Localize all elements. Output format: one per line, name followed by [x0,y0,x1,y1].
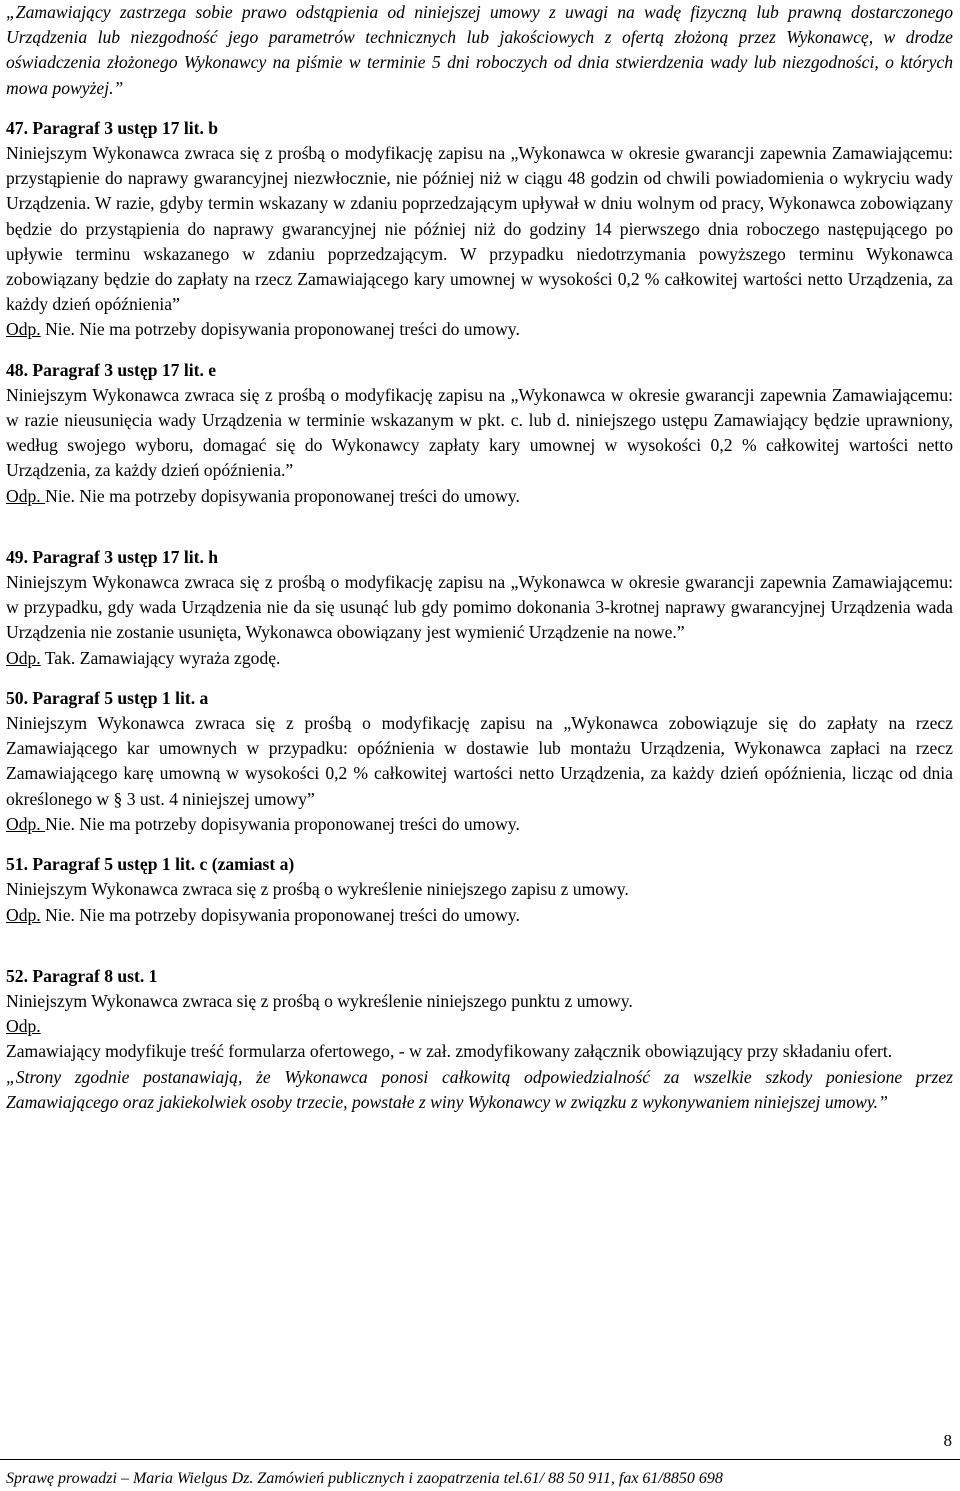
intro-paragraph: „Zamawiający zastrzega sobie prawo odstąpienia od niniejszej umowy z uwagi na wadę fizyczną lub prawną dostarczonego Urządzenia lub niezgodność jego parametrów technicznych lub jakościowych z ofertą złożoną przez Wykonawcę, w drodze oświadczenia złożonego Wykonawcy na piśmie w terminie 5 dni roboczych od dnia stwierdzenia wady lub niezgodności, o których mowa powyżej.” [6,2,953,98]
section-49 [6,545,953,671]
answer-label: Odp. [6,319,41,340]
page-footer: Sprawę prowadzi – Maria Wielgus Dz. Zamówień publicznych i zaopatrzenia tel.61/ 88 50 911, fax 61/8850 698 [6,1470,723,1487]
section-heading: 47. Paragraf 3 ustęp 17 lit. b [6,117,219,138]
section-heading: 51. Paragraf 5 ustęp 1 lit. c (zamiast a) [6,854,295,875]
answer-text: Nie. Nie ma potrzeby dopisywania proponowanej treści do umowy. [45,813,520,834]
answer-line [6,317,953,342]
section-heading: 52. Paragraf 8 ust. 1 [6,965,158,986]
section-body: Niniejszym Wykonawca zwraca się z prośbą o wykreślenie niniejszego punktu z umowy. [6,990,633,1011]
document-content [6,0,953,1115]
answer-line [6,1014,953,1039]
section-heading: 49. Paragraf 3 ustęp 17 lit. h [6,546,219,567]
section-heading: 50. Paragraf 5 ustęp 1 lit. a [6,687,209,708]
answer-text: Nie. Nie ma potrzeby dopisywania proponowanej treści do umowy. [40,904,520,925]
answer-label: Odp. [6,813,46,834]
section-body: Niniejszym Wykonawca zwraca się z prośbą o modyfikację zapisu na „Wykonawca w okresie gwarancji zapewnia Zamawiającemu: w przypadku, gdy wada Urządzenia nie da się usunąć lub gdy pomimo dokonania 3-krotnej naprawy gwarancyjnej Urządzenia wada Urządzenia nie zostanie usunięta, Wykonawca obowiązany jest wymienić Urządzenie na nowe.” [6,572,953,643]
answer-text: Zamawiający modyfikuje treść formularza ofertowego, - w zał. zmodyfikowany załącznik obowiązujący przy składaniu ofert. [6,1041,893,1062]
answer-text: Tak. Zamawiający wyraża zgodę. [40,647,281,668]
section-body: Niniejszym Wykonawca zwraca się z prośbą o modyfikację zapisu na „Wykonawca zobowiązuje się do zapłaty na rzecz Zamawiającego kar umownych w przypadku: opóźnienia w dostawie lub montażu Urządzenia, Wykonawca zapłaci na rzecz Zamawiającego karę umowną w wysokości 0,2 % całkowitej wartości netto Urządzenia, za każdy dzień opóźnienia, licząc od dnia określonego w § 3 ust. 4 niniejszej umowy” [6,713,953,809]
section-body: Niniejszym Wykonawca zwraca się z prośbą o wykreślenie niniejszego zapisu z umowy. [6,879,629,900]
answer-line [6,484,953,509]
footer-divider [0,1459,960,1460]
section-51 [6,852,953,928]
answer-label: Odp. [6,904,41,925]
section-52 [6,964,953,1115]
section-body: Niniejszym Wykonawca zwraca się z prośbą o modyfikację zapisu na „Wykonawca w okresie gwarancji zapewnia Zamawiającemu: przystąpienie do naprawy gwarancyjnej niezwłocznie, nie później niż w ciągu 48 godzin od chwili powiadomienia o wykryciu wady Urządzenia. W razie, gdyby termin wskazany w zdaniu poprzedzającym upływał w dniu wolnym od pracy, Wykonawca zobowiązany będzie do przystąpienia do naprawy gwarancyjnej nie później niż do godziny 14 pierwszego dnia roboczego następującego po upływie terminu wskazanego w zdaniu poprzedzającym. W przypadku niedotrzymania powyższego terminu Wykonawca zobowiązany będzie do zapłaty na rzecz Zamawiającego kary umownej w wysokości 0,2 % całkowitej wartości netto Urządzenia, za każdy dzień opóźnienia” [6,143,953,315]
answer-label: Odp. [6,647,41,668]
answer-line [6,903,953,928]
section-47 [6,116,953,343]
section-50 [6,686,953,837]
answer-label: Odp. [6,1016,41,1037]
section-heading: 48. Paragraf 3 ustęp 17 lit. e [6,359,217,380]
page-number: 8 [943,1431,952,1450]
answer-text: Nie. Nie ma potrzeby dopisywania proponowanej treści do umowy. [45,485,520,506]
section-body: Niniejszym Wykonawca zwraca się z prośbą o modyfikację zapisu na „Wykonawca w okresie gwarancji zapewnia Zamawiającemu: w razie nieusunięcia wady Urządzenia w terminie wskazanym w pkt. c. lub d. niniejszego ustępu Zamawiający będzie uprawniony, według swojego wyboru, domagać się do Wykonawcy zapłaty kary umownej w wysokości 0,2 % całkowitej wartości netto Urządzenia, za każdy dzień opóźnienia.” [6,384,953,481]
answer-line [6,646,953,671]
answer-label: Odp. [6,485,46,506]
answer-line [6,812,953,837]
answer-text: Nie. Nie ma potrzeby dopisywania proponowanej treści do umowy. [40,319,520,340]
section-48 [6,358,953,509]
quoted-clause: „Strony zgodnie postanawiają, że Wykonawca ponosi całkowitą odpowiedzialność za wszelkie szkody poniesione przez Zamawiającego oraz jakiekolwiek osoby trzecie, powstałe z winy Wykonawcy w związku z wykonywaniem niniejszej umowy.” [6,1066,953,1112]
